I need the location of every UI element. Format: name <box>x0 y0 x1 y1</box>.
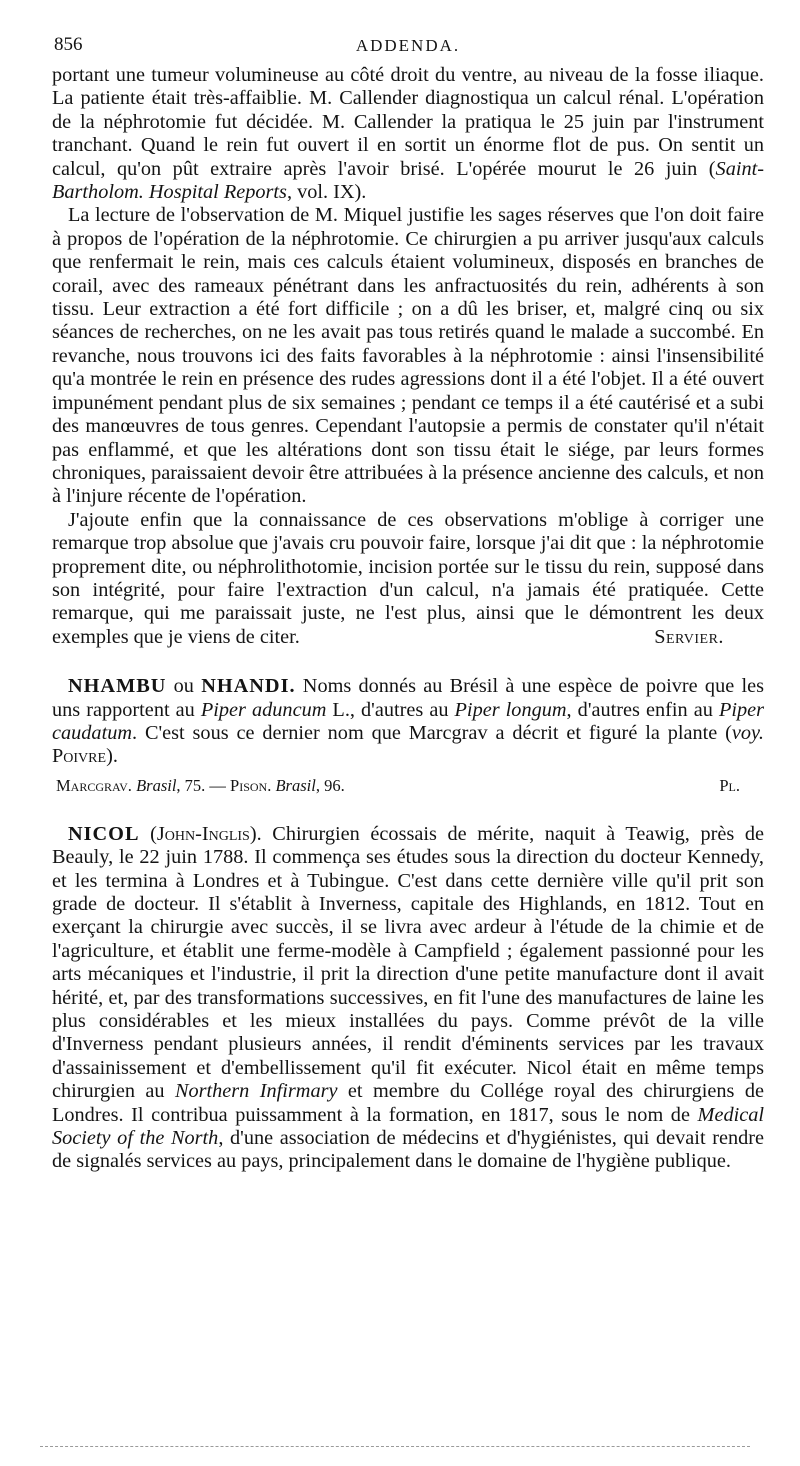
paragraph-case-continuation: portant une tumeur volumineuse au côté droit du ventre, au niveau de la fosse iliaque. La patiente était très-affaiblie. M. Callender diagnostiqua un calcul rénal. L'opération de la néphrotomie fut décidée. M. Callender la pratiqua le 25 juin par l'instrument tranchant. Quand le rein fut ouvert il en sortit un énorme flot de pus. On sentit un calcul, qu'on pût extraire après l'avoir brisé. L'opérée mourut le 26 juin (Saint-Bartholom. Hospital Reports, vol. IX). <box>52 64 764 204</box>
entry-nhambu-text: NHAMBU ou NHANDI. Noms donnés au Brésil à une espèce de poivre que les uns rapportent au Piper aduncum L., d'autres au Piper longum, d'autres enfin au Piper caudatum. C'est sous ce dernier nom que Marcgrav a décrit et figuré la plante (voy. Poivre). <box>52 675 764 768</box>
headword-alt: NHANDI. <box>201 675 296 698</box>
running-title: ADDENDA. <box>355 36 461 55</box>
cross-reference: Poivre <box>52 745 107 768</box>
footer-rule <box>40 1446 750 1447</box>
headword: NICOL <box>68 822 140 845</box>
running-head <box>52 30 764 64</box>
headword: NHAMBU <box>68 675 167 698</box>
entry-nicol-text: NICOL (John-Inglis). Chirurgien écossais de mérite, naquit à Teawig, près de Beauly, le 22 juin 1788. Il commença ses études sous la direction du docteur Kennedy, et les termina à Londres et à Tubingue. C'est dans cette dernière ville qu'il prit son grade de docteur. Il s'établit à Inverness, capitale des Highlands, en 1812. Tout en exerçant la chirurgie avec succès, il se livra avec ardeur à l'étude de la chimie et de l'agriculture, et établit une ferme-modèle à Campfield ; également passionné pour les arts mécaniques et l'industrie, il prit la direction d'une petite manufacture dont il avait hérité, et, par des transformations successives, en fit l'une des manufactures de laine les plus considérables et les mieux installées du pays. Comme prévôt de la ville d'Inverness pendant plusieurs années, il rendit d'éminents services par les travaux d'assainissement et d'embellissement qu'il fit exécuter. Nicol était en même temps chirurgien au Northern Infirmary et membre du Collége royal des chirurgiens de Londres. Il contribua puissamment à la formation, en 1817, sous le nom de Medical Society of the North, d'une association de médecins et d'hygiénistes, qui devait rendre de signalés services au pays, principalement dans le domaine de l'hygiène publique. <box>52 822 764 1173</box>
author-signature: Pl. <box>719 775 740 795</box>
author-signature: Servier. <box>654 625 724 648</box>
body-text <box>52 64 764 1174</box>
entry-nicol <box>52 823 764 1174</box>
entry-nhambu <box>52 675 764 797</box>
paragraph-miquel-discussion: La lecture de l'observation de M. Miquel justifie les sages réserves que l'on doit faire à propos de l'opération de la néphrotomie. Ce chirurgien a pu arriver jusqu'aux calculs que renfermait le rein, mais ces calculs étaient volumineux, disposés en branches de corail, avec des rameaux pénétrant dans les anfractuosités du rein, adhérents à son tissu. Leur extraction a été fort difficile ; on a dû les briser, et, malgré cinq ou six séances de recherches, on ne les avait pas tous retirés quand le malade a succombé. En revanche, nous trouvons ici des faits favorables à la néphrotomie : ainsi l'insensibilité qu'a montrée le rein en présence des rudes agressions dont il a été l'objet. Il a été ouvert impunément pendant plus de six semaines ; pendant ce temps il a été cautérisé et a subi des manœuvres de tous genres. Cependant l'autopsie a permis de constater qu'il n'était pas enflammé, et que les altérations dont son tissu était le siége, par leurs formes chroniques, paraissaient devoir être attribuées à la présence ancienne des calculs, et non à l'injure récente de l'opération. <box>52 204 764 508</box>
paragraph-conclusion: J'ajoute enfin que la connaissance de ces observations m'oblige à corriger une remarque trop absolue que j'avais cru pouvoir faire, lorsque j'ai dit que : la néphrotomie proprement dite, ou néphrolithotomie, incision portée sur le tissu du rein, supposé dans son intégrité, pour faire l'extraction d'un calcul, n'a jamais été pratiquée. Cette remarque, qui me paraissait juste, ne l'est plus, ainsi que le démontrent les deux exemples que je viens de citer. Servier. <box>52 508 764 648</box>
page-number: 856 <box>54 34 83 55</box>
bibliography-refs: Marcgrav. Brasil, 75. — Pison. Brasil, 96. Pl. <box>56 775 740 795</box>
citation-title: Saint-Bartholom. Hospital Reports <box>52 157 764 204</box>
